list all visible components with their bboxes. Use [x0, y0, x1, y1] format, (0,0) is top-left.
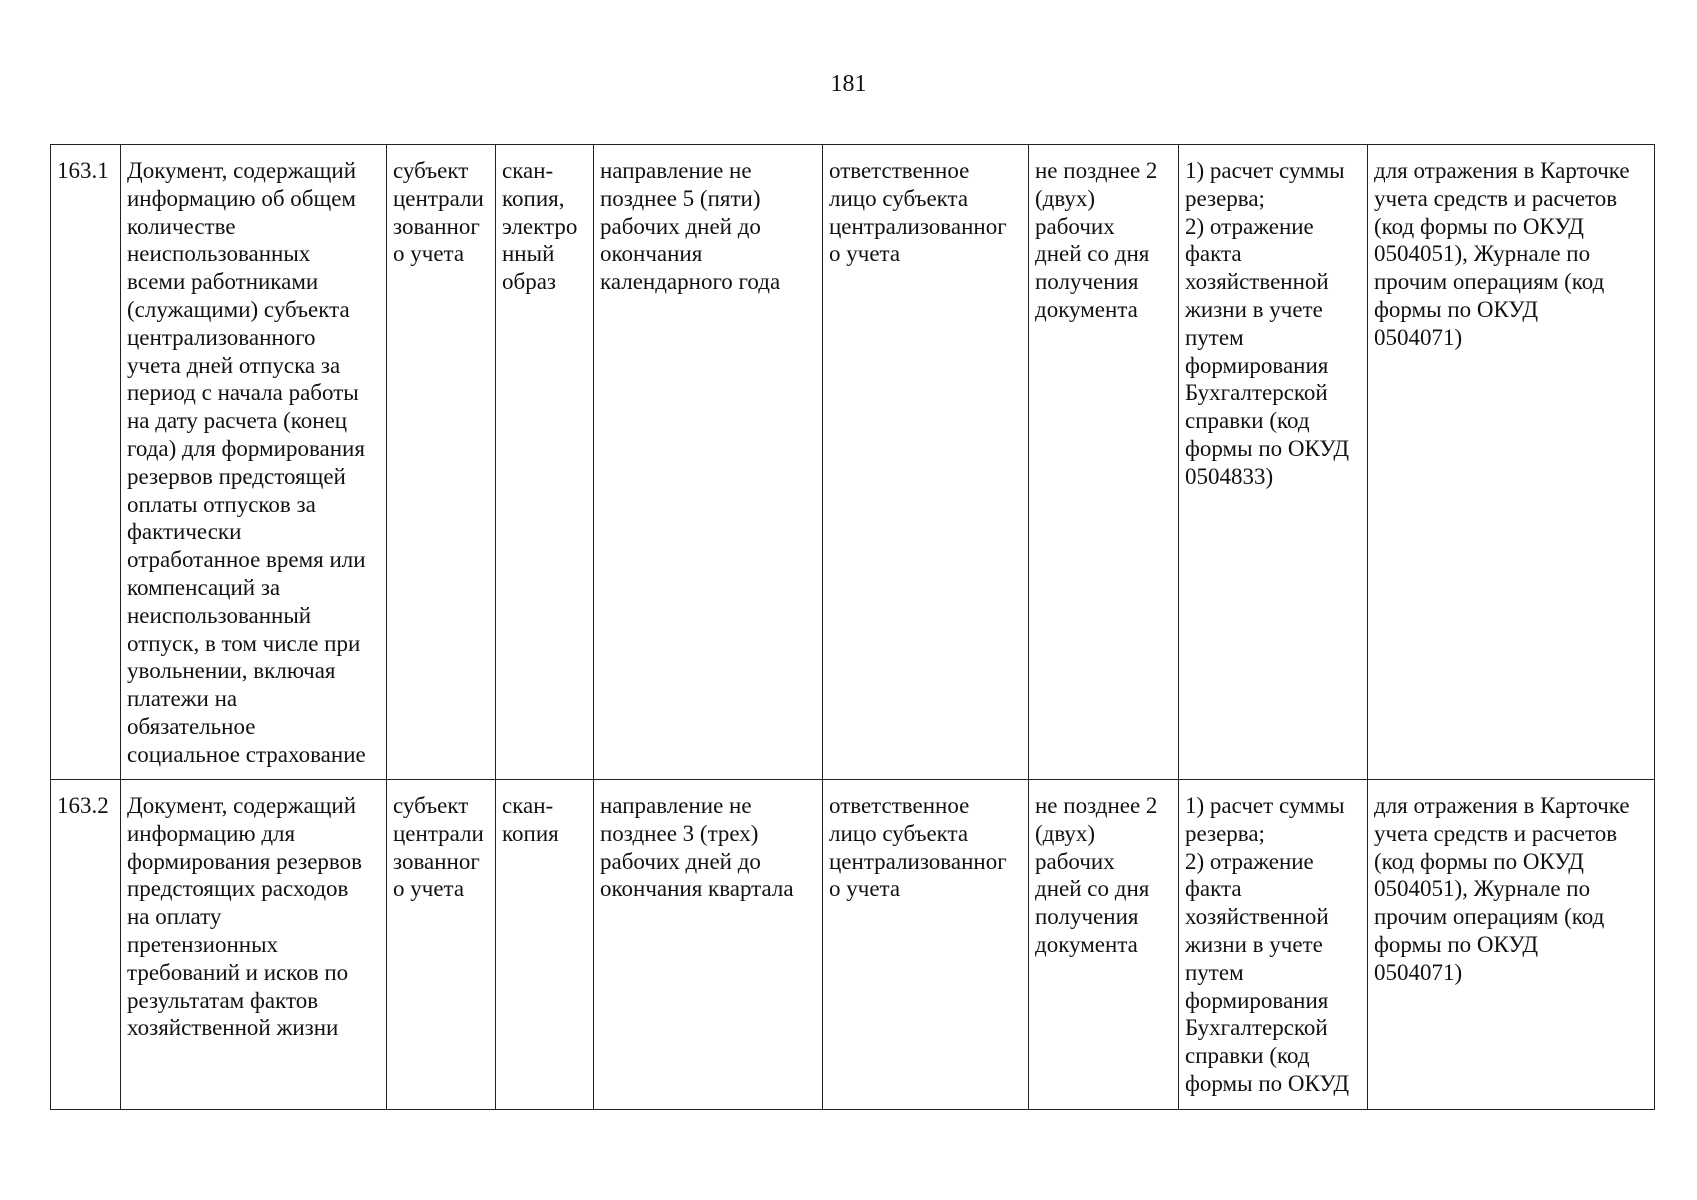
purpose-cell: для отражения в Карточке учета средств и расчетов (код формы по ОКУД 0504051), Журнале по прочим операциям (код формы по ОКУД 0504071) [1368, 780, 1655, 1110]
page-number: 181 [830, 71, 867, 97]
table-row [51, 145, 1655, 780]
actions-cell: 1) расчет суммы резерва; 2) отражение факта хозяйственной жизни в учете путем формирования Бухгалтерской справки (код формы по ОКУД [1179, 780, 1368, 1110]
actions-cell: 1) расчет суммы резерва; 2) отражение факта хозяйственной жизни в учете путем формирования Бухгалтерской справки (код формы по ОКУД 0504833) [1179, 145, 1368, 780]
responsible-cell: ответственное лицо субъекта централизованног о учета [823, 780, 1029, 1110]
creator-cell: субъект централи зованног о учета [387, 145, 496, 780]
document-table [50, 144, 1655, 1110]
format-cell: скан- копия, электро нный образ [496, 145, 594, 780]
creator-cell: субъект централи зованног о учета [387, 780, 496, 1110]
document-cell: Документ, содержащий информацию для формирования резервов предстоящих расходов на оплату претензионных требований и исков по результатам фактов хозяйственной жизни [121, 780, 387, 1110]
responsible-cell: ответственное лицо субъекта централизованног о учета [823, 145, 1029, 780]
purpose-cell: для отражения в Карточке учета средств и расчетов (код формы по ОКУД 0504051), Журнале по прочим операциям (код формы по ОКУД 0504071) [1368, 145, 1655, 780]
format-cell: скан- копия [496, 780, 594, 1110]
deadline-cell: направление не позднее 5 (пяти) рабочих дней до окончания календарного года [594, 145, 823, 780]
processing-deadline-cell: не позднее 2 (двух) рабочих дней со дня получения документа [1029, 145, 1179, 780]
row-number-cell: 163.1 [51, 145, 121, 780]
row-number-cell: 163.2 [51, 780, 121, 1110]
deadline-cell: направление не позднее 3 (трех) рабочих дней до окончания квартала [594, 780, 823, 1110]
processing-deadline-cell: не позднее 2 (двух) рабочих дней со дня получения документа [1029, 780, 1179, 1110]
document-cell: Документ, содержащий информацию об общем количестве неиспользованных всеми работниками (служащими) субъекта централизованного учета дней отпуска за период с начала работы на дату расчета (конец года) для формирования резервов предстоящей оплаты отпусков за фактически отработанное время или компенсаций за неиспользованный отпуск, в том числе при увольнении, включая платежи на обязательное социальное страхование [121, 145, 387, 780]
table-row [51, 780, 1655, 1110]
